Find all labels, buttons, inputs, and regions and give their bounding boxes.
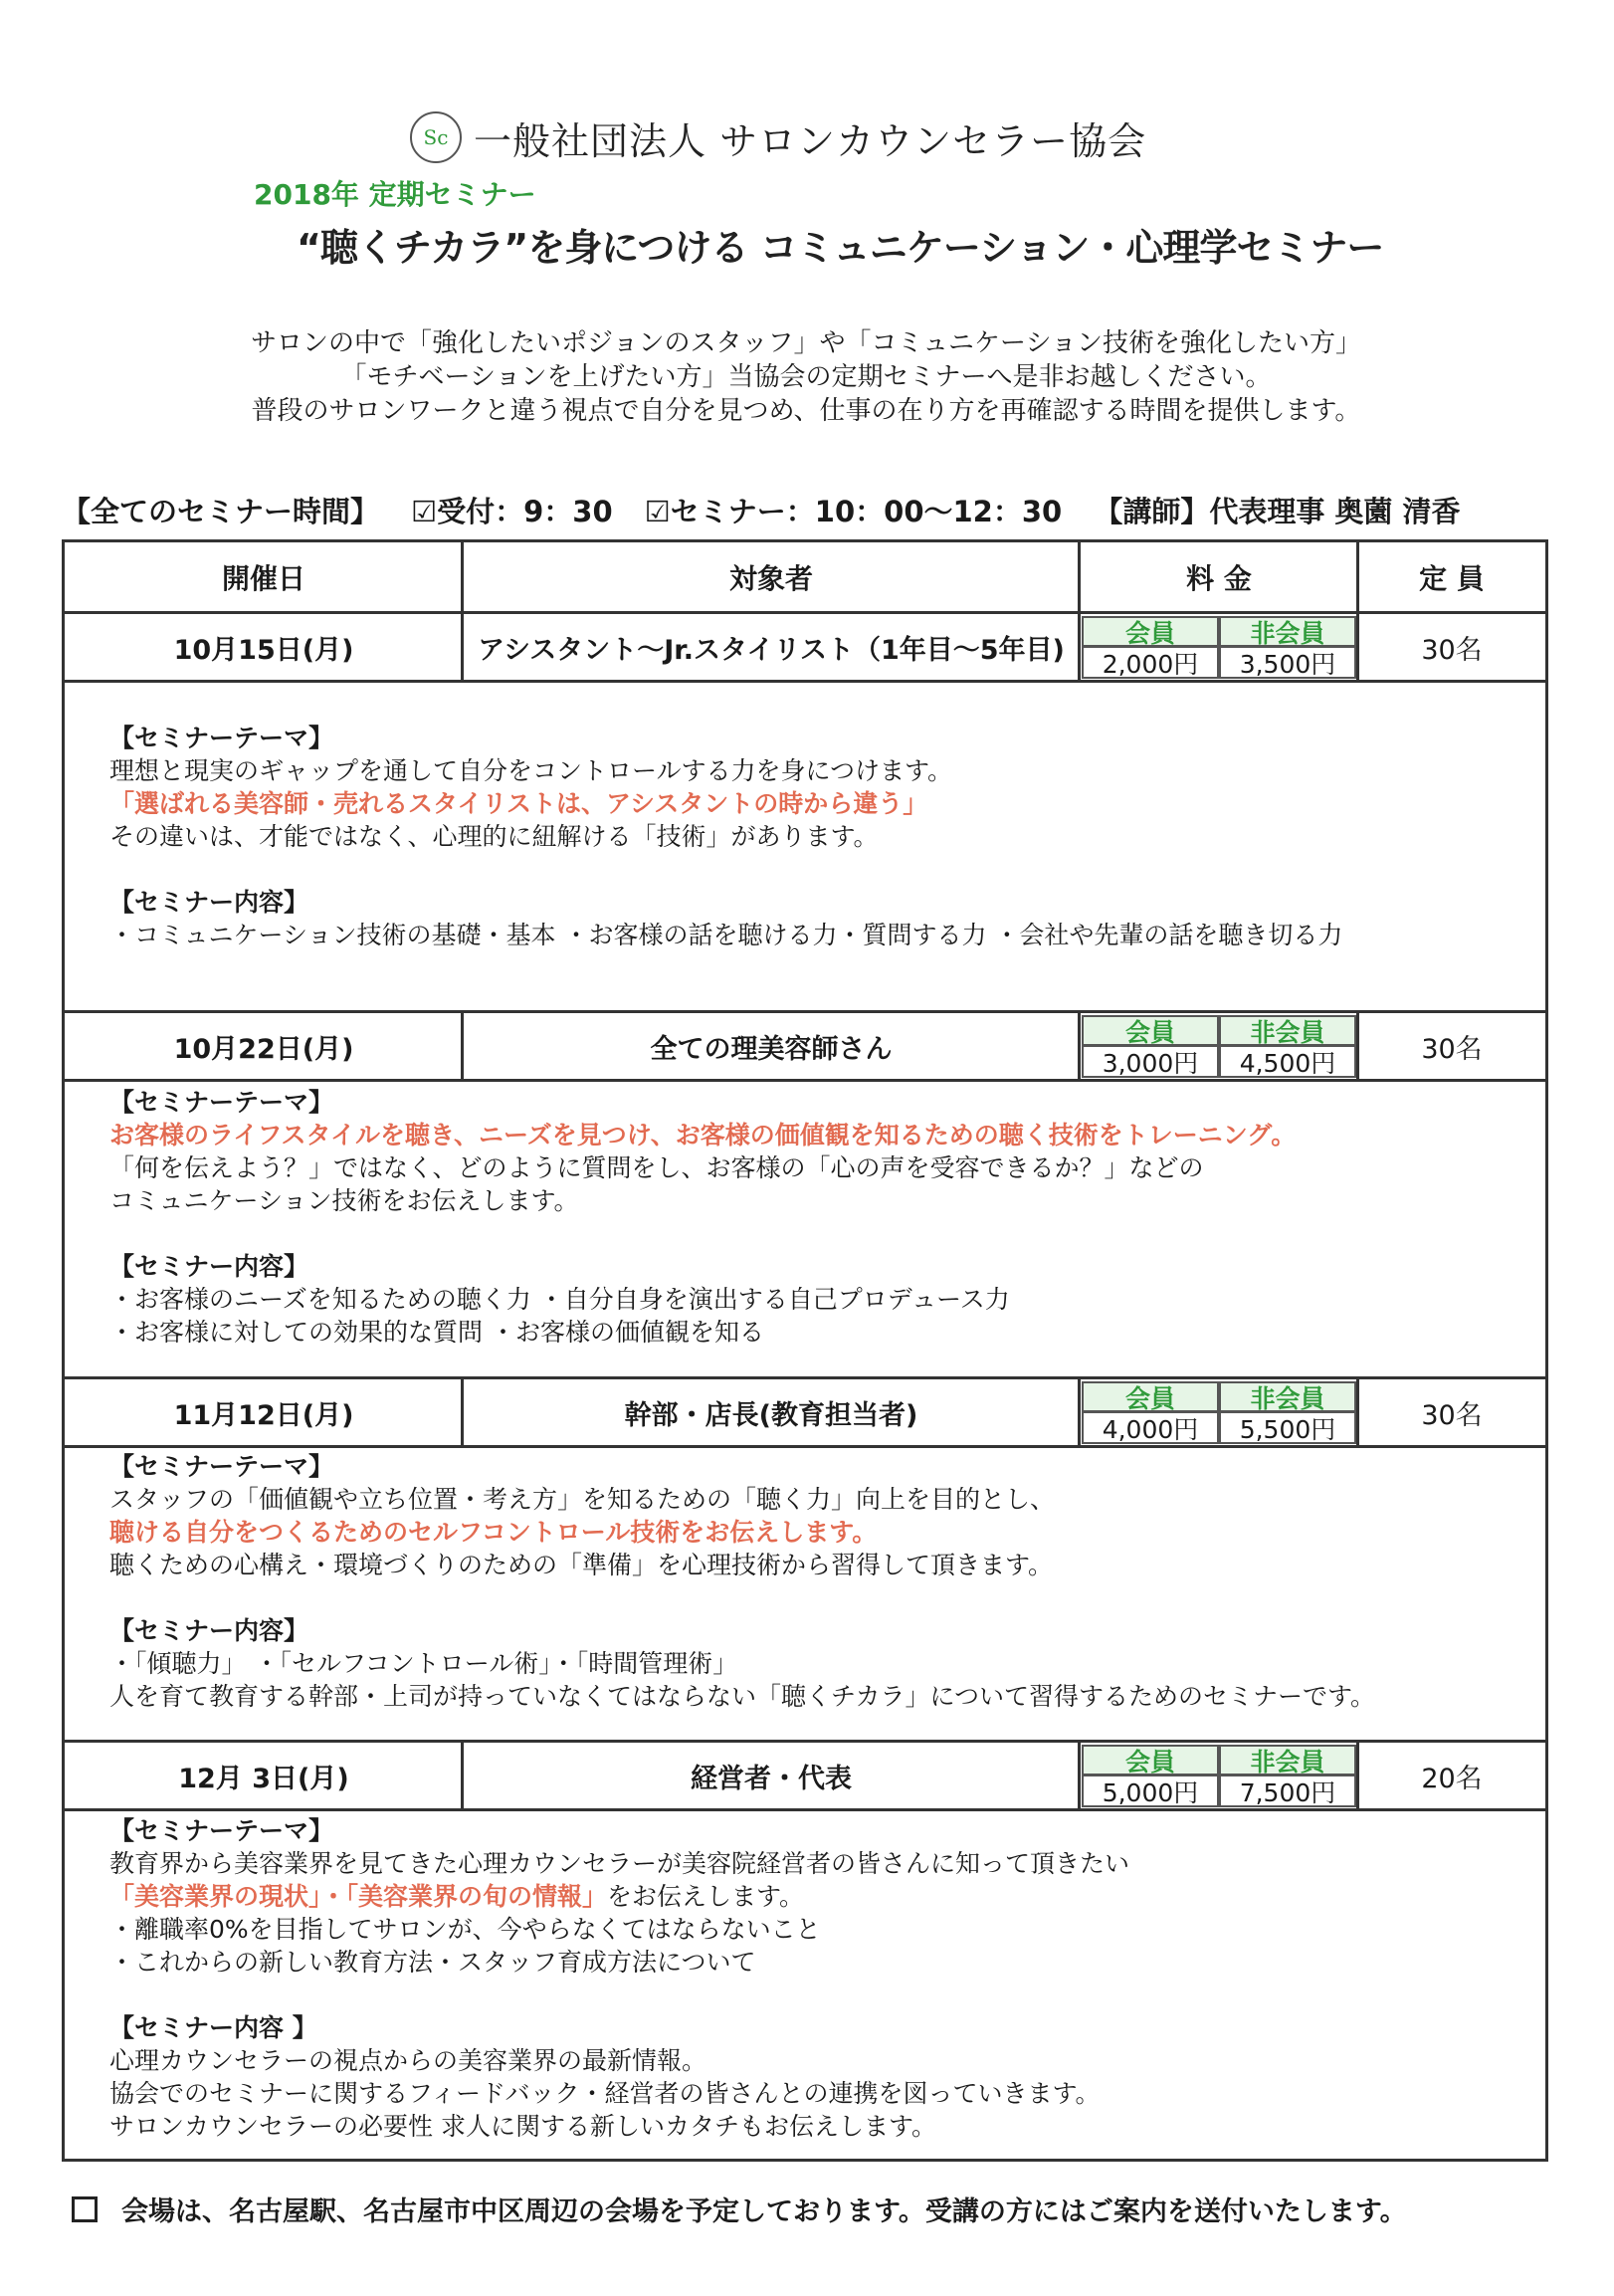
theme-line: 理想と現実のギャップを通して自分をコントロールする力を身につけます。 xyxy=(109,756,953,785)
divider xyxy=(461,542,464,614)
member-label: 会員 xyxy=(1082,1745,1219,1775)
session-details xyxy=(109,1814,1503,2143)
content-line: 心理カウンセラーの視点からの美容業界の最新情報。 xyxy=(109,2046,707,2075)
intro-line: サロンの中で「強化したいポジョンのスタッフ」や「コミュニケーション技術を強化したい方」 xyxy=(251,328,1361,358)
content-line: 人を育て教育する幹部・上司が持っていなくてはならない「聴くチカラ」について習得するためのセミナーです。 xyxy=(109,1682,1376,1711)
header-fee: 料 金 xyxy=(1080,542,1358,614)
theme-heading: 【セミナーテーマ】 xyxy=(109,724,334,752)
divider xyxy=(65,1808,1545,1811)
page-title: “聴くチカラ”を身につける コミュニケーション・心理学セミナー xyxy=(297,226,1384,270)
session-row xyxy=(65,1379,1545,1445)
session-row xyxy=(65,1013,1545,1079)
logo-text: Sc xyxy=(423,125,449,149)
theme-line: コミュニケーション技術をお伝えします。 xyxy=(109,1186,579,1215)
session-date: 12月 3日(月) xyxy=(178,1763,349,1794)
session-details xyxy=(109,1450,1503,1713)
divider xyxy=(461,1379,464,1445)
organization-header xyxy=(408,107,1146,167)
association-logo-icon xyxy=(408,109,464,165)
theme-heading: 【セミナーテーマ】 xyxy=(109,1088,334,1117)
lecturer: 【講師】代表理事 奥薗 清香 xyxy=(1094,495,1461,528)
divider xyxy=(65,680,1545,683)
header-target: 対象者 xyxy=(463,542,1080,614)
divider xyxy=(1356,1013,1359,1079)
theme-line-mixed xyxy=(109,1880,1503,1913)
member-fee: 4,000円 xyxy=(1082,1411,1219,1444)
theme-line: ・離職率0%を目指してサロンが、今やらなくてはならないこと xyxy=(109,1915,821,1944)
session-target: 幹部・店長(教育担当者) xyxy=(624,1399,918,1431)
divider xyxy=(1356,1379,1359,1445)
theme-line-end: をお伝えします。 xyxy=(607,1882,805,1911)
organization-name: 一般社団法人 サロンカウンセラー協会 xyxy=(474,118,1147,163)
divider xyxy=(461,1013,464,1079)
session-date: 10月22日(月) xyxy=(173,1033,354,1065)
non-member-label: 非会員 xyxy=(1219,1381,1356,1412)
session-details xyxy=(109,1086,1503,1349)
divider xyxy=(1356,1743,1359,1808)
seminar-time: ☑セミナー：10：00～12：30 xyxy=(644,495,1063,528)
theme-line: 教育界から美容業界を見てきた心理カウンセラーが美容院経営者の皆さんに知って頂きたい xyxy=(109,1849,1130,1878)
session-details xyxy=(109,722,1503,951)
non-member-fee: 7,500円 xyxy=(1219,1774,1356,1807)
session-capacity: 30名 xyxy=(1421,1399,1483,1431)
divider xyxy=(1356,614,1359,680)
session-date: 10月15日(月) xyxy=(173,634,354,666)
content-heading: 【セミナー内容】 xyxy=(109,1252,309,1281)
non-member-label: 非会員 xyxy=(1219,1015,1356,1046)
content-heading: 【セミナー内容】 xyxy=(109,888,309,917)
non-member-fee: 4,500円 xyxy=(1219,1045,1356,1078)
theme-highlight: 聴ける自分をつくるためのセルフコントロール技術をお伝えします。 xyxy=(109,1518,878,1547)
theme-highlight: 「選ばれる美容師・売れるスタイリストは、アシスタントの時から違う」 xyxy=(109,789,928,818)
theme-line: 「何を伝えよう？」ではなく、どのように質問をし、お客様の「心の声を受容できるか？」などの xyxy=(109,1153,1204,1182)
divider xyxy=(461,614,464,680)
session-row xyxy=(65,614,1545,680)
venue-note xyxy=(72,2190,1407,2228)
year-label: 2018年 定期セミナー xyxy=(254,178,536,211)
non-member-fee: 5,500円 xyxy=(1219,1411,1356,1444)
session-capacity: 20名 xyxy=(1421,1763,1483,1794)
content-line: ・お客様のニーズを知るための聴く力 ・自分自身を演出する自己プロデュース力 xyxy=(109,1285,1010,1314)
divider xyxy=(1078,1379,1081,1445)
member-fee: 5,000円 xyxy=(1082,1774,1219,1807)
divider xyxy=(1356,542,1359,614)
theme-line: スタッフの「価値観や立ち位置・考え方」を知るための「聴く力」向上を目的とし、 xyxy=(109,1485,1056,1514)
session-date: 11月12日(月) xyxy=(173,1399,354,1431)
seminar-table xyxy=(62,539,1548,2162)
theme-highlight: 「美容業界の現状」・「美容業界の旬の情報」 xyxy=(109,1882,608,1911)
seminar-times xyxy=(62,490,1554,530)
intro-line: 普段のサロンワークと違う視点で自分を見つめ、仕事の在り方を再確認する時間を提供します。 xyxy=(251,396,1361,426)
theme-heading: 【セミナーテーマ】 xyxy=(109,1452,334,1481)
reception-time: ☑受付：9：30 xyxy=(411,495,613,528)
divider xyxy=(1078,1743,1081,1808)
theme-line: 聴くための心構え・環境づくりのための「準備」を心理技術から習得して頂きます。 xyxy=(109,1551,1054,1579)
checkbox-icon xyxy=(72,2196,98,2222)
content-line: 協会でのセミナーに関するフィードバック・経営者の皆さんとの連携を図っていきます。 xyxy=(109,2079,1101,2108)
session-target: アシスタント～Jr.スタイリスト（1年目～5年目) xyxy=(478,634,1065,666)
member-label: 会員 xyxy=(1082,1015,1219,1046)
content-line: ・コミュニケーション技術の基礎・基本 ・お客様の話を聴ける力・質問する力 ・会社や先輩の話を聴き切る力 xyxy=(109,921,1343,949)
divider xyxy=(1078,614,1081,680)
session-target: 全ての理美容師さん xyxy=(650,1033,893,1065)
member-fee: 2,000円 xyxy=(1082,646,1219,679)
header-capacity: 定 員 xyxy=(1358,542,1545,614)
non-member-fee: 3,500円 xyxy=(1219,646,1356,679)
divider xyxy=(65,1079,1545,1082)
content-heading: 【セミナー内容】 xyxy=(109,1616,309,1645)
content-heading: 【セミナー内容 】 xyxy=(109,2013,317,2042)
theme-line: その違いは、才能ではなく、心理的に紐解ける「技術」があります。 xyxy=(109,822,879,851)
theme-highlight: お客様のライフスタイルを聴き、ニーズを見つけ、お客様の価値観を知るための聴く技術をトレーニング。 xyxy=(109,1121,1297,1149)
venue-text: 会場は、名古屋駅、名古屋市中区周辺の会場を予定しております。受講の方にはご案内を送付いたします。 xyxy=(121,2196,1407,2227)
member-fee: 3,000円 xyxy=(1082,1045,1219,1078)
session-capacity: 30名 xyxy=(1421,634,1483,666)
content-line: ・「傾聴力」 ・「セルフコントロール術」・「時間管理術」 xyxy=(109,1649,738,1678)
non-member-label: 非会員 xyxy=(1219,616,1356,647)
member-label: 会員 xyxy=(1082,1381,1219,1412)
intro-line: 「モチベーションを上げたい方」当協会の定期セミナーへ是非お越しください。 xyxy=(340,362,1272,392)
content-line: サロンカウンセラーの必要性 求人に関する新しいカタチもお伝えします。 xyxy=(109,2112,936,2141)
session-row xyxy=(65,1743,1545,1808)
content-line: ・お客様に対しての効果的な質問 ・お客様の価値観を知る xyxy=(109,1318,764,1347)
times-label: 【全てのセミナー時間】 xyxy=(62,495,380,528)
theme-line: ・これからの新しい教育方法・スタッフ育成方法について xyxy=(109,1948,756,1977)
session-target: 経営者・代表 xyxy=(691,1763,852,1794)
divider xyxy=(461,1743,464,1808)
theme-heading: 【セミナーテーマ】 xyxy=(109,1816,334,1845)
member-label: 会員 xyxy=(1082,616,1219,647)
non-member-label: 非会員 xyxy=(1219,1745,1356,1775)
session-capacity: 30名 xyxy=(1421,1033,1483,1065)
divider xyxy=(1078,1013,1081,1079)
divider xyxy=(65,1445,1545,1448)
header-date: 開催日 xyxy=(65,542,463,614)
divider xyxy=(1078,542,1081,614)
intro-text xyxy=(129,326,1483,428)
